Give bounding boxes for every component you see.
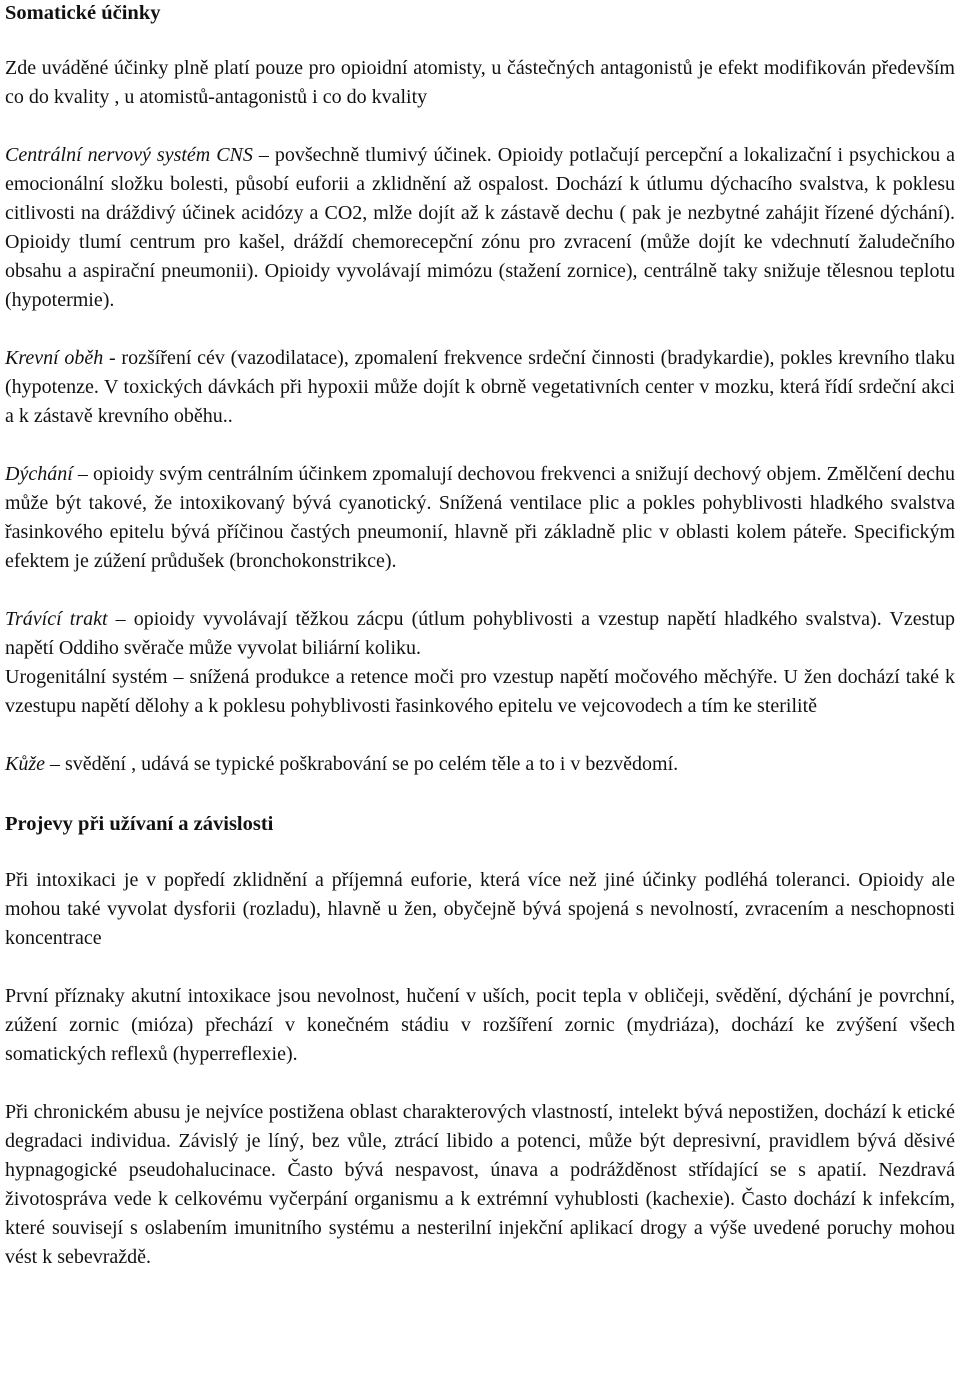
paragraph-skin <box>5 750 955 779</box>
paragraph-urogenital: Urogenitální systém – snížená produkce a retence moči pro vzestup napětí močového měchýře. U žen dochází také k vzestupu napětí dělohy a k poklesu pohyblivosti řasinkového epitelu ve vejcovodech a tím ke sterilitě <box>5 666 955 717</box>
paragraph-blood <box>5 344 955 431</box>
paragraph-digestive <box>5 605 955 663</box>
text-cns: – povšechně tlumivý účinek. Opioidy potlačují percepční a lokalizační i psychickou a emocionální složku bolesti, působí euforii a zklidnění až ospalost. Dochází k útlumu dýchacího svalstva, k poklesu citlivosti na dráždivý účinek acidózy a CO2, mlže dojít až k zástavě dechu ( pak je nezbytné zahájit řízené dýchání). Opioidy tlumí centrum pro kašel, dráždí chemorecepční zónu pro zvracení (může dojít ke vdechnutí žaludečního obsahu a aspirační pneumonii). Opioidy vyvolávají mimózu (stažení zornice), centrálně taky snižuje tělesnou teplotu (hypotermie). <box>5 144 955 311</box>
text-breathing: – opioidy svým centrálním účinkem zpomalují dechovou frekvenci a snižují dechový objem. Změlčení dechu může být takové, že intoxikovaný bývá cyanotický. Snížená ventilace plic a pokles pohyblivosti hladkého svalstva řasinkového epitelu bývá příčinou častých pneumonií, hlavně při základně plic v oblasti kolem páteře. Specifickým efektem je zúžení průdušek (bronchokonstrikce). <box>5 463 955 572</box>
paragraph-intro: Zde uváděné účinky plně platí pouze pro opioidní atomisty, u částečných antagonistů je efekt modifikován především co do kvality , u atomistů-antagonistů i co do kvality <box>5 57 955 108</box>
text-blood: - rozšíření cév (vazodilatace), zpomalení frekvence srdeční činnosti (bradykardie), pokles krevního tlaku (hypotenze. V toxických dávkách při hypoxii může dojít k obrně vegetativních center v mozku, která řídí srdeční akci a k zástavě krevního oběhu.. <box>5 347 955 427</box>
paragraph-cns <box>5 141 955 315</box>
term-breathing: Dýchání <box>5 463 73 485</box>
paragraph-chronic-abuse: Při chronickém abusu je nejvíce postižena oblast charakterových vlastností, intelekt bývá nepostižen, dochází k etické degradaci individua. Závislý je líný, bez vůle, ztrácí libido a potenci, může být depresivní, pravidlem bývá děsivé hypnagogické pseudohalucinace. Často bývá nespavost, únava a podrážděnost střídající se s apatií. Nezdravá životospráva vede k celkovému vyčerpání organismu a k extrémní vyhublosti (kachexie). Často dochází k infekcím, které souvisejí s oslabením imunitního systému a nesterilní injekční aplikací drogy a výše uvedené poruchy mohou vést k sebevraždě. <box>5 1101 955 1268</box>
paragraph-intoxication: Při intoxikaci je v popředí zklidnění a příjemná euforie, která více než jiné účinky podléhá toleranci. Opioidy ale mohou také vyvolat dysforii (rozladu), hlavně u žen, obyčejně bývá spojená s nevolností, zvracením a neschopnosti koncentrace <box>5 869 955 949</box>
term-digestive: Trávící trakt <box>5 608 108 630</box>
paragraph-breathing <box>5 460 955 576</box>
paragraph-acute-symptoms: První příznaky akutní intoxikace jsou nevolnost, hučení v uších, pocit tepla v obličeji, svědění, dýchání je povrchní, zúžení zornic (mióza) přechází v konečném stádiu v rozšíření zornic (mydriáza), dochází ke zvýšení všech somatických reflexů (hyperreflexie). <box>5 985 955 1065</box>
section-heading-manifestations: Projevy při užívaní a závislosti <box>5 813 274 835</box>
section-heading-somatic: Somatické účinky <box>5 2 161 24</box>
term-cns: Centrální nervový systém CNS <box>5 144 253 166</box>
term-blood: Krevní oběh <box>5 347 104 369</box>
document-page <box>5 0 955 1272</box>
term-skin: Kůže <box>5 753 45 775</box>
text-skin: – svědění , udává se typické poškrabování se po celém těle a to i v bezvědomí. <box>45 753 679 775</box>
text-digestive: – opioidy vyvolávají těžkou zácpu (útlum pohyblivosti a vzestup napětí hladkého svalstva). Vzestup napětí Oddiho svěrače může vyvolat biliární koliku. <box>5 608 955 659</box>
